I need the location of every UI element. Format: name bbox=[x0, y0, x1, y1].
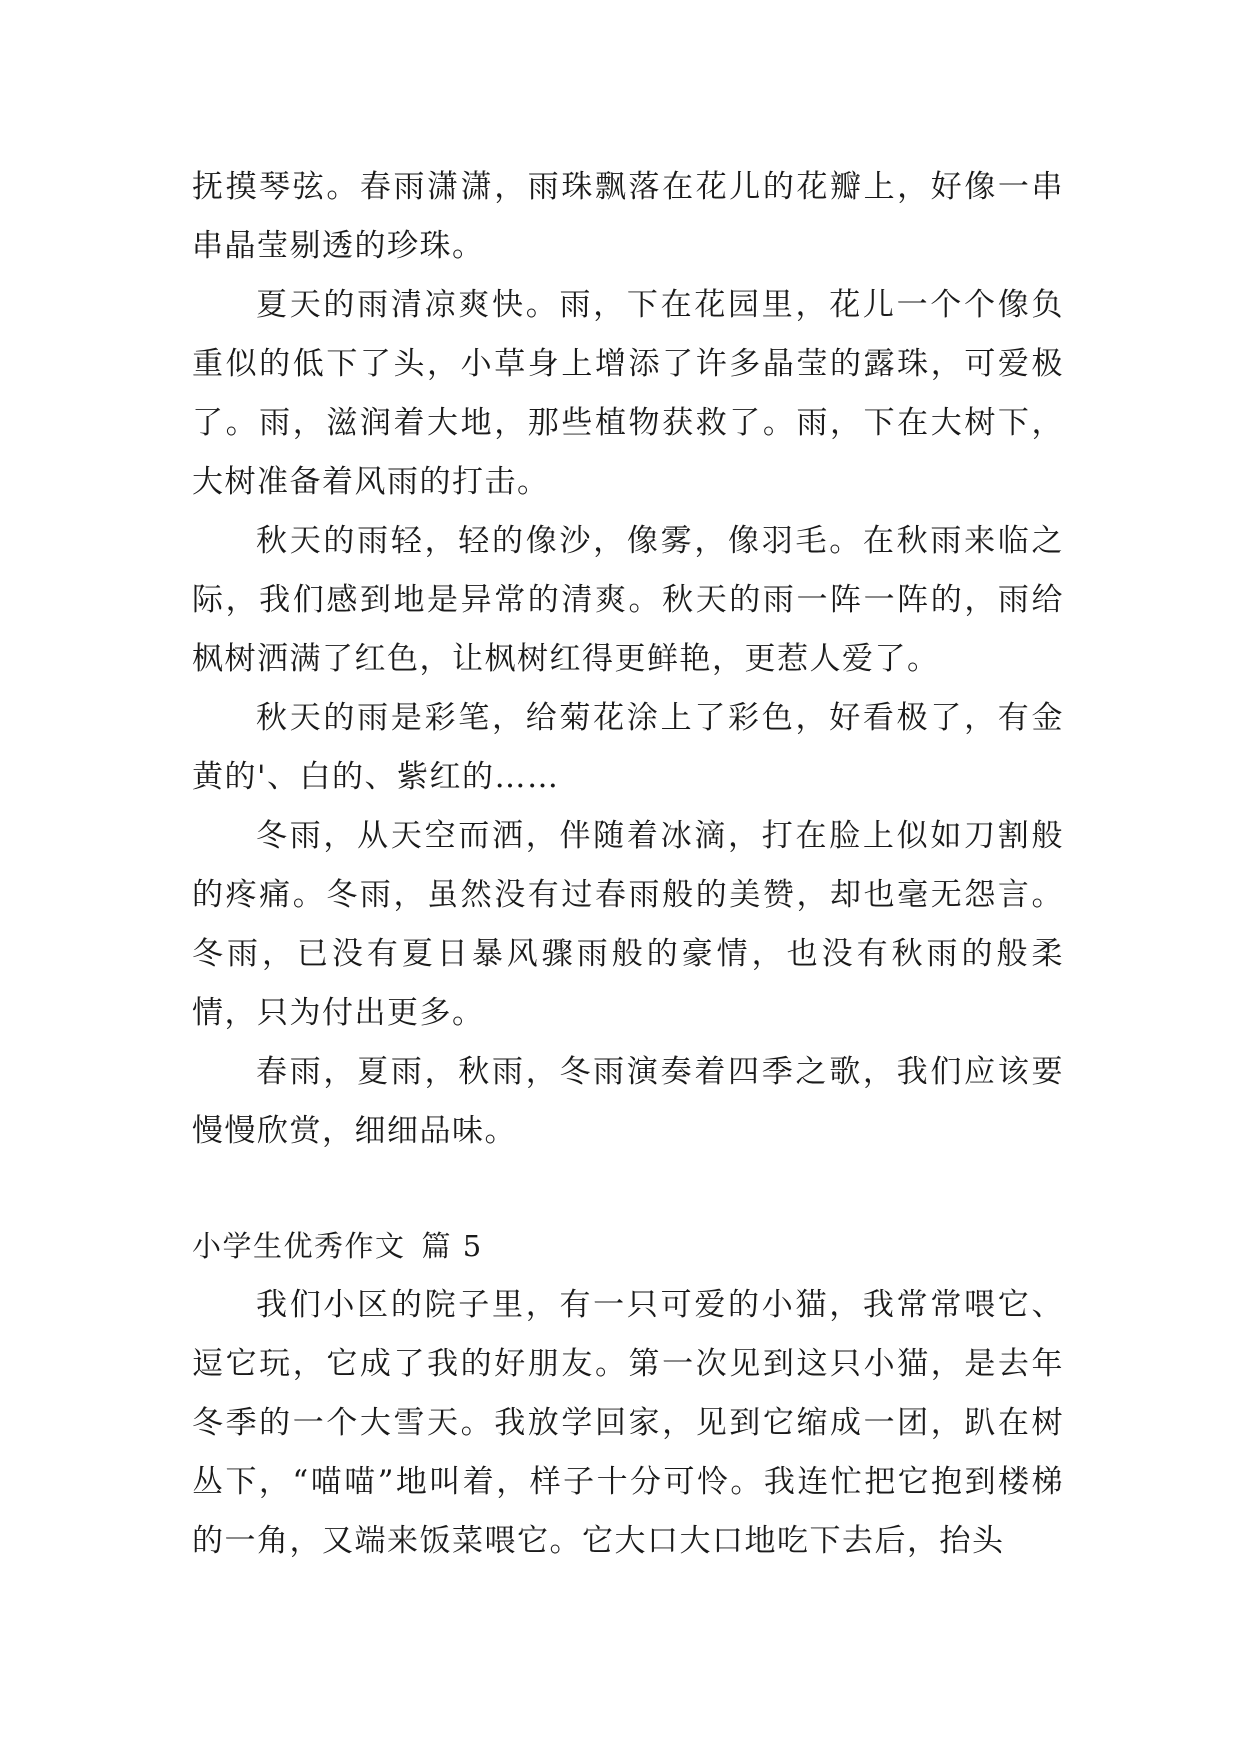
section-heading bbox=[192, 1217, 1064, 1276]
paragraph-summer-rain: 夏天的雨清凉爽快。雨，下在花园里，花儿一个个像负重似的低下了头，小草身上增添了许多晶莹的露珠，可爱极了。雨，滋润着大地，那些植物获救了。雨，下在大树下，大树准备着风雨的打击。 bbox=[192, 287, 1064, 500]
document-page bbox=[192, 158, 1064, 1571]
paragraph-winter-rain: 冬雨，从天空而洒，伴随着冰滴，打在脸上似如刀割般的疼痛。冬雨，虽然没有过春雨般的美赞，却也毫无怨言。冬雨，已没有夏日暴风骤雨般的豪情，也没有秋雨的般柔情，只为付出更多。 bbox=[192, 818, 1064, 1031]
paragraph-kitten: 我们小区的院子里，有一只可爱的小猫，我常常喂它、逗它玩，它成了我的好朋友。第一次见到这只小猫，是去年冬季的一个大雪天。我放学回家，见到它缩成一团，趴在树丛下，“喵喵”地叫着，样子十分可怜。我连忙把它抱到楼梯的一角，又端来饭菜喂它。它大口大口地吃下去后，抬头 bbox=[192, 1287, 1064, 1559]
paragraph-spring-end: 抚摸琴弦。春雨潇潇，雨珠飘落在花儿的花瓣上，好像一串串晶莹剔透的珍珠。 bbox=[192, 169, 1064, 264]
section-title: 小学生优秀作文 bbox=[192, 1229, 406, 1263]
paragraph-four-seasons: 春雨，夏雨，秋雨，冬雨演奏着四季之歌，我们应该要慢慢欣赏，细细品味。 bbox=[192, 1054, 1064, 1149]
section-number: 篇 5 bbox=[421, 1229, 483, 1263]
paragraph-autumn-rain: 秋天的雨轻，轻的像沙，像雾，像羽毛。在秋雨来临之际，我们感到地是异常的清爽。秋天的雨一阵一阵的，雨给枫树洒满了红色，让枫树红得更鲜艳，更惹人爱了。 bbox=[192, 523, 1064, 677]
paragraph-autumn-brush: 秋天的雨是彩笔，给菊花涂上了彩色，好看极了，有金黄的'、白的、紫红的…… bbox=[192, 700, 1064, 795]
